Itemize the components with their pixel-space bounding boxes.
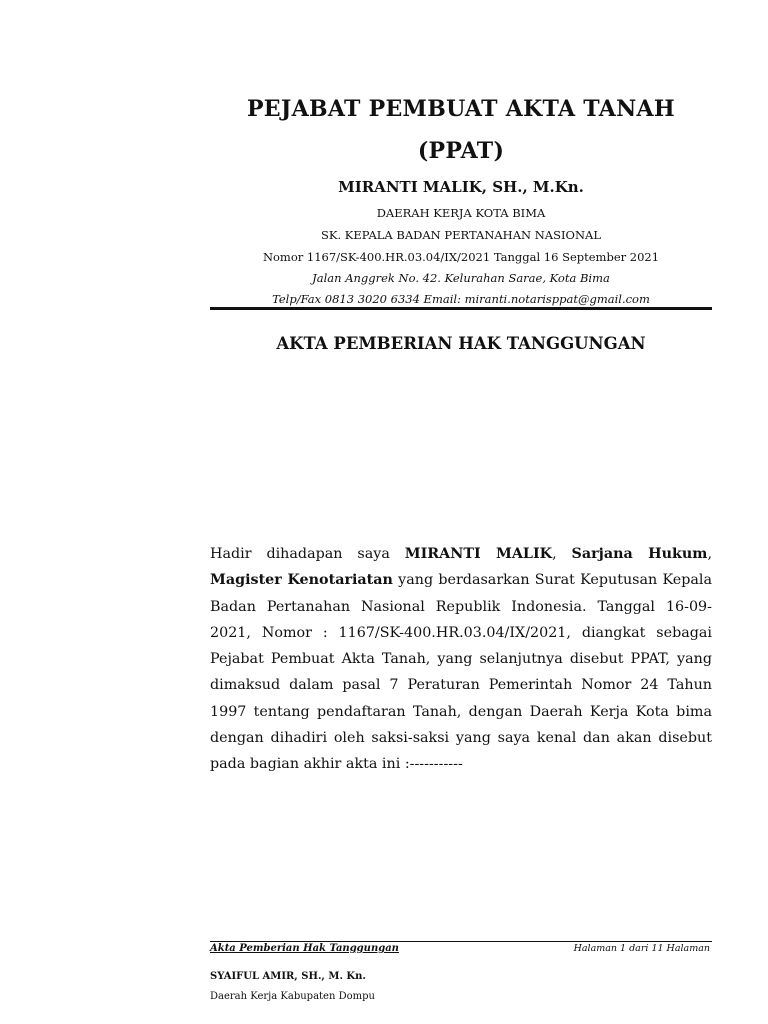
notary-name-bold: MIRANTI MALIK — [404, 546, 553, 562]
office-title: PEJABAT PEMBUAT AKTA TANAH — [246, 96, 676, 122]
footer-divider — [210, 941, 712, 942]
notary-name: MIRANTI MALIK, SH., M.Kn. — [338, 178, 584, 196]
footer-work-area: Daerah Kerja Kabupaten Dompu — [210, 991, 375, 1002]
footer-page-info: Halaman 1 dari 11 Halaman — [573, 943, 710, 954]
decree-issuer: SK. KEPALA BADAN PERTANAHAN NASIONAL — [321, 228, 601, 242]
degree-law: Sarjana Hukum — [571, 546, 708, 562]
footer-document-title: Akta Pemberian Hak Tanggungan — [210, 943, 399, 954]
work-area: DAERAH KERJA KOTA BIMA — [376, 206, 546, 220]
decree-number: Nomor 1167/SK-400.HR.03.04/IX/2021 Tanggal 16 September 2021 — [262, 250, 660, 264]
deed-title: AKTA PEMBERIAN HAK TANGGUNGAN — [276, 334, 646, 353]
header-divider — [210, 307, 712, 310]
office-contact: Telp/Fax 0813 3020 6334 Email: miranti.notarisppat@gmail.com — [272, 292, 650, 306]
degree-notary: Magister Kenotariatan — [210, 572, 393, 589]
separator-2: , — [707, 546, 712, 562]
intro-text: Hadir dihadapan saya — [210, 546, 405, 562]
footer-name: SYAIFUL AMIR, SH., M. Kn. — [210, 971, 366, 982]
office-address: Jalan Anggrek No. 42. Kelurahan Sarae, Kota Bima — [312, 271, 610, 285]
office-abbreviation: (PPAT) — [417, 138, 505, 164]
deed-opening-paragraph — [210, 541, 712, 778]
separator-1: , — [552, 546, 572, 562]
paragraph-rest: yang berdasarkan Surat Keputusan Kepala Badan Pertanahan Nasional Republik Indonesia. Tanggal 16-09-2021, Nomor : 1167/SK-400.HR.03.04/IX/2021, diangkat sebagai Pejabat Pembuat Akta Tanah, yang selanjutnya disebut PPAT, yang dimaksud dalam pasal 7 Peraturan Pemerintah Nomor 24 Tahun 1997 tentang pendaftaran Tanah, dengan Daerah Kerja Kota bima dengan dihadiri oleh saksi-saksi yang saya kenal dan akan disebut pada bagian akhir akta ini :----------- — [210, 572, 712, 773]
